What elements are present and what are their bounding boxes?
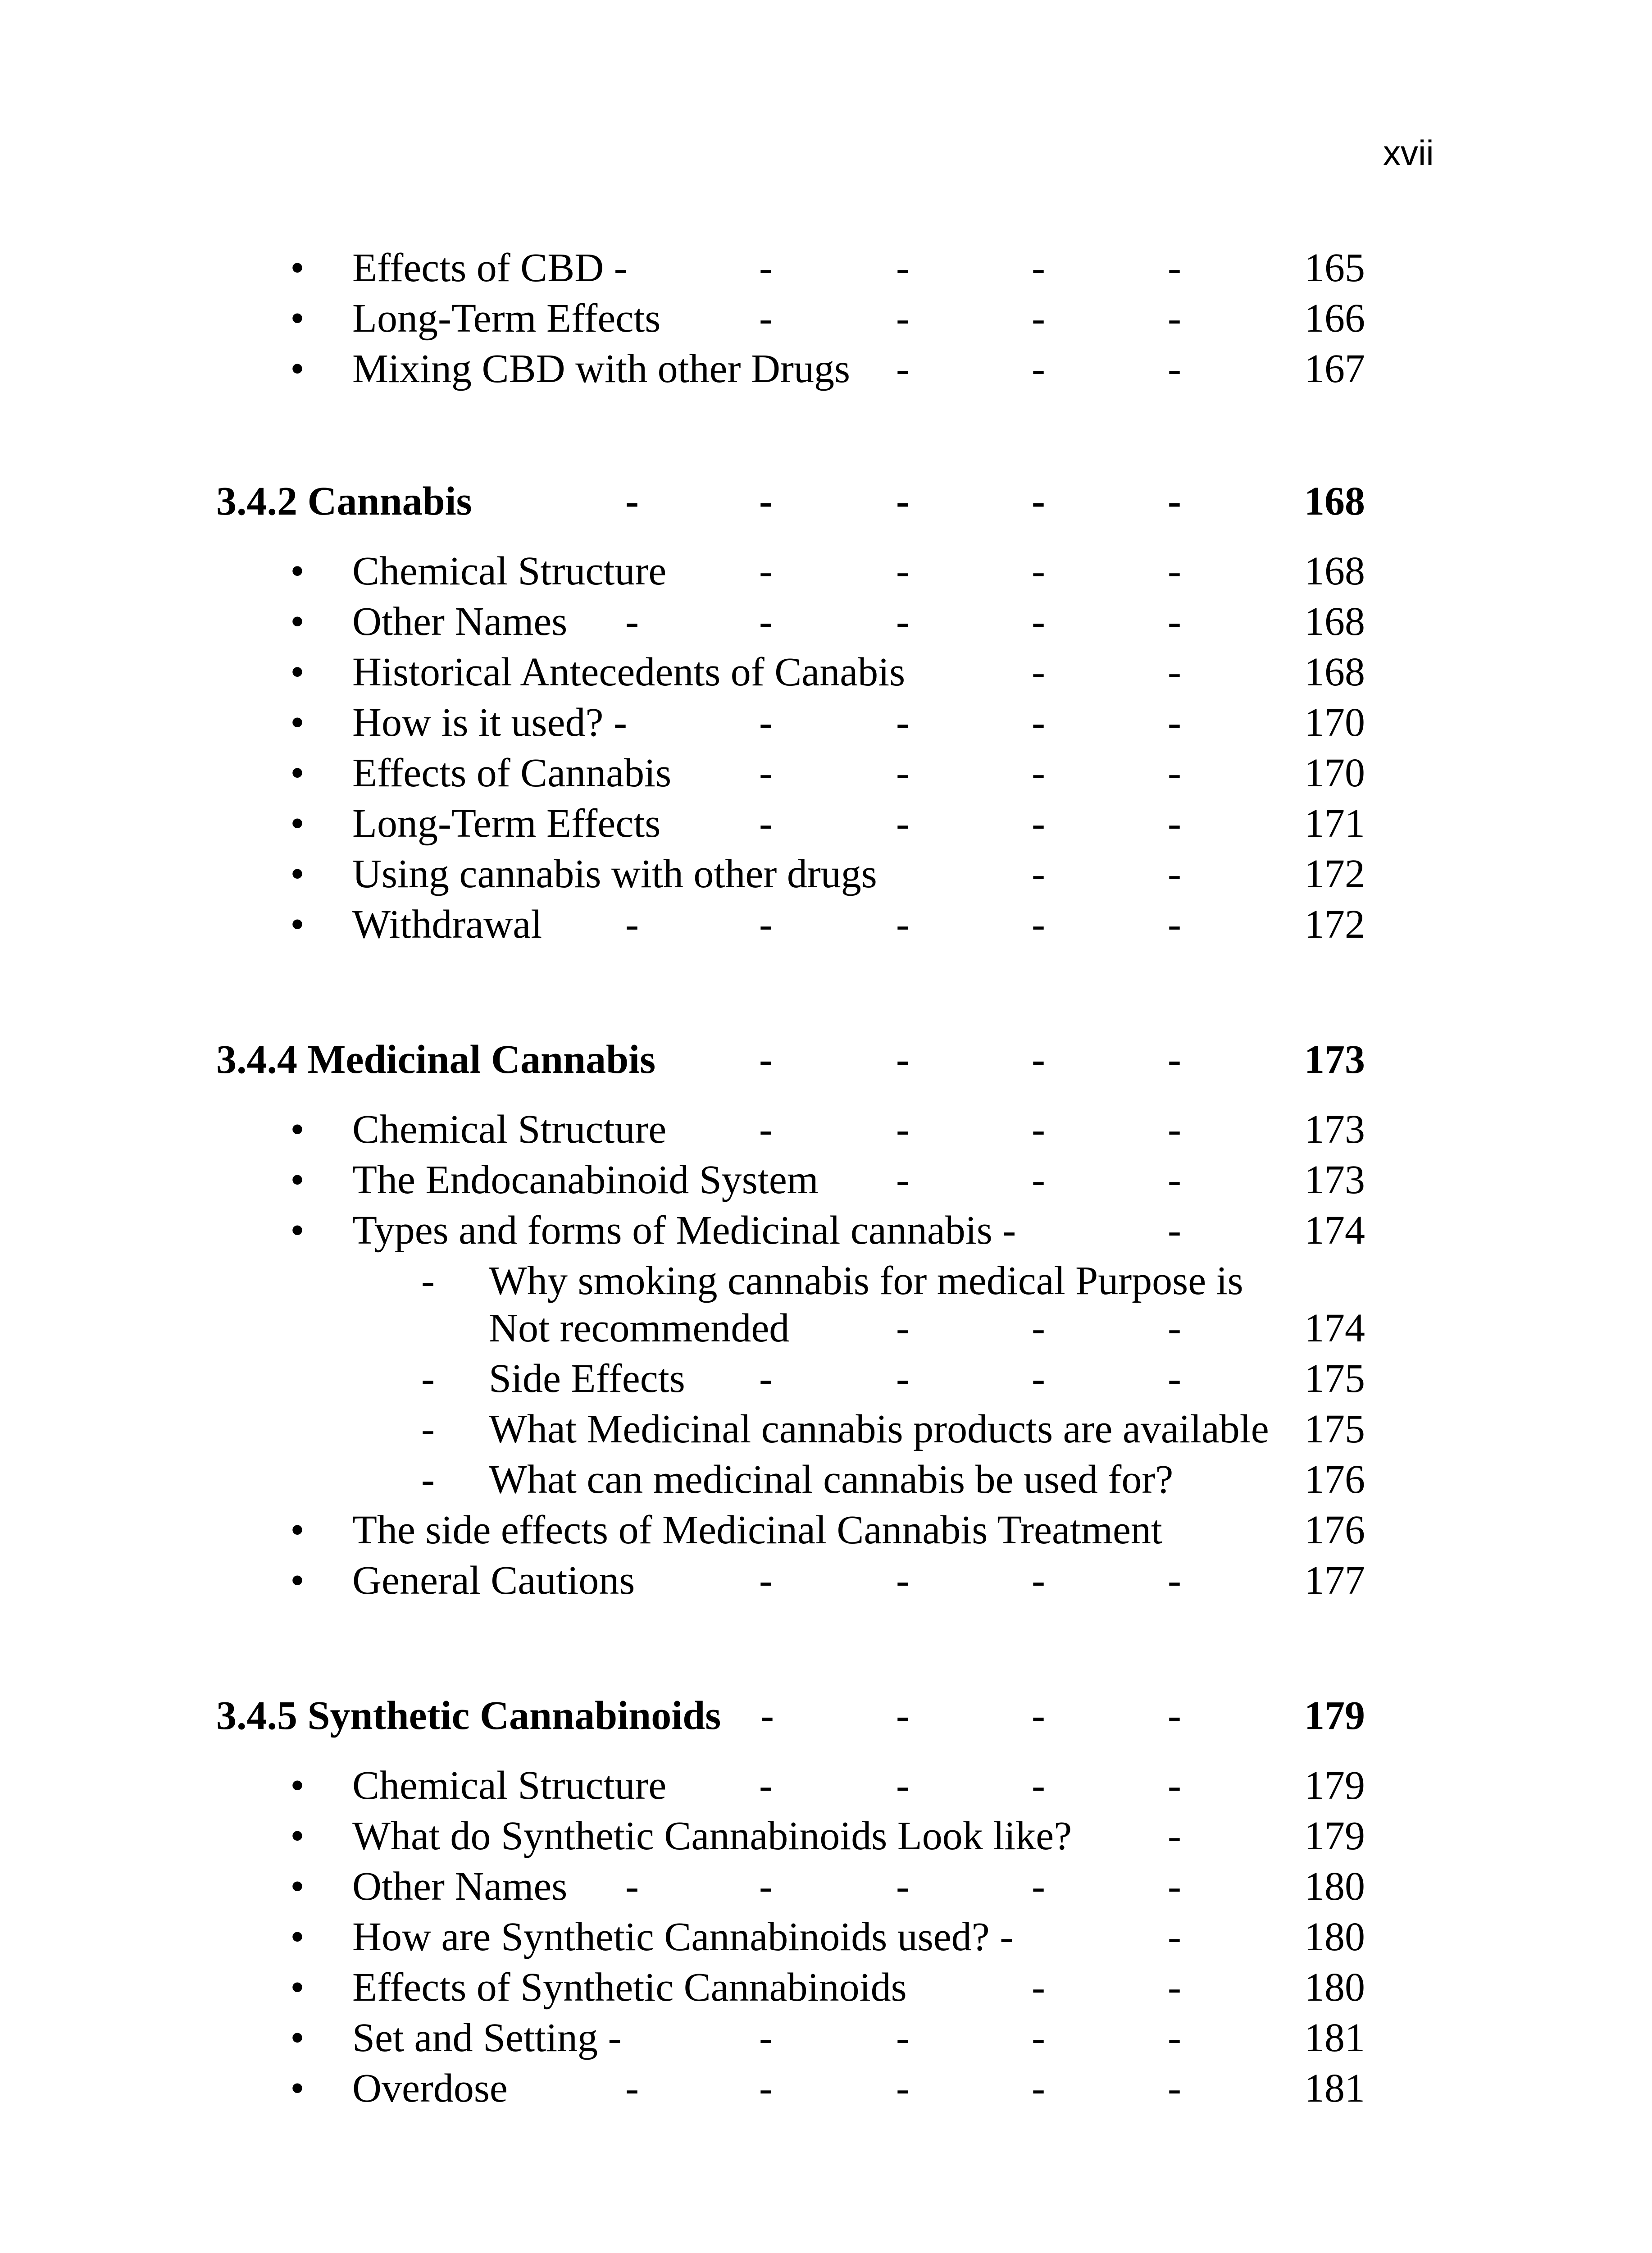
- toc-entry-page: 179: [1304, 1814, 1365, 1858]
- leader-dash: [889, 1155, 916, 1205]
- leader-dash: [1161, 243, 1188, 293]
- toc-entry-page: 166: [1304, 296, 1365, 341]
- leader-dash: [1161, 1304, 1188, 1353]
- leader-dash: [1161, 344, 1188, 394]
- leader-dash: [1161, 1811, 1188, 1861]
- leader-dash: [1025, 849, 1052, 899]
- toc-entry-page: 171: [1304, 801, 1365, 846]
- leader-dash: [1161, 2013, 1188, 2063]
- leader-dash: [1161, 477, 1188, 526]
- leader-dash: [752, 2013, 779, 2063]
- toc-entry-title: Mixing CBD with other Drugs: [352, 347, 851, 391]
- leader-dash: [1161, 698, 1188, 748]
- toc-entry[interactable]: [0, 1105, 1652, 1154]
- toc-entry[interactable]: [0, 597, 1652, 647]
- toc-entry[interactable]: [0, 1761, 1652, 1811]
- leader-dash: [1025, 344, 1052, 394]
- bullet-icon: [279, 900, 315, 949]
- leader-dash: [889, 1691, 916, 1741]
- leader-dash: [889, 1105, 916, 1154]
- toc-entry-title: Withdrawal: [352, 902, 542, 947]
- leader-dash: [1025, 1354, 1052, 1404]
- toc-entry-title: Overdose: [352, 2066, 508, 2111]
- leader-dash: [889, 900, 916, 949]
- leader-dash: [1161, 1556, 1188, 1605]
- leader-dash: [1161, 1912, 1188, 1962]
- bullet-icon: [279, 748, 315, 798]
- leader-dash: [1161, 1155, 1188, 1205]
- section-heading-title: 3.4.2 Cannabis: [216, 479, 472, 524]
- toc-entry[interactable]: [0, 849, 1652, 899]
- leader-dash: [889, 294, 916, 343]
- leader-dash: [752, 243, 779, 293]
- leader-dash: [889, 2013, 916, 2063]
- section-heading-page: 173: [1304, 1037, 1365, 1082]
- toc-section-heading[interactable]: [0, 1691, 1652, 1741]
- leader-dash: [1025, 748, 1052, 798]
- toc-entry-page: 167: [1304, 347, 1365, 391]
- leader-dash: [1161, 799, 1188, 848]
- toc-entry-page: 180: [1304, 1915, 1365, 1959]
- leader-dash: [1161, 1862, 1188, 1911]
- leader-dash: [1025, 547, 1052, 596]
- toc-entry-title: Long-Term Effects: [352, 801, 661, 846]
- leader-dash: [889, 477, 916, 526]
- toc-entry-page: 181: [1304, 2066, 1365, 2111]
- leader-dash: [1025, 799, 1052, 848]
- toc-entry[interactable]: [0, 2013, 1652, 2063]
- toc-entry-page: 177: [1304, 1558, 1365, 1603]
- toc-entry[interactable]: [0, 1811, 1652, 1861]
- page-number: xvii: [1383, 133, 1434, 173]
- leader-dash: [1161, 849, 1188, 899]
- leader-dash: [889, 2064, 916, 2113]
- toc-entry-page: 174: [1304, 1208, 1365, 1253]
- toc-entry-title: General Cautions: [352, 1558, 635, 1603]
- toc-entry-page: 174: [1304, 1306, 1365, 1350]
- leader-dash: [889, 748, 916, 798]
- leader-dash: [1025, 648, 1052, 697]
- toc-entry-title: The Endocanabinoid System: [352, 1158, 819, 1202]
- leader-dash: [752, 547, 779, 596]
- toc-subentry-title: Side Effects: [489, 1356, 685, 1401]
- bullet-icon: [279, 2064, 315, 2113]
- leader-dash: [1025, 1035, 1052, 1085]
- toc-entry[interactable]: [0, 1963, 1652, 2012]
- toc-entry-page: 176: [1304, 1508, 1365, 1552]
- leader-dash: [889, 1761, 916, 1811]
- toc-entry-page: 173: [1304, 1158, 1365, 1202]
- toc-entry-title: How are Synthetic Cannabinoids used? -: [352, 1915, 1014, 1959]
- leader-dash: [1025, 1963, 1052, 2012]
- toc-entry-page: 180: [1304, 1864, 1365, 1909]
- toc-subentry[interactable]: [0, 1455, 1652, 1505]
- leader-dash: [1161, 1963, 1188, 2012]
- bullet-icon: [279, 1556, 315, 1605]
- toc-subentry-title: Why smoking cannabis for medical Purpose is: [489, 1259, 1243, 1303]
- leader-dash: [1161, 648, 1188, 697]
- toc-entry[interactable]: [0, 698, 1652, 748]
- toc-subentry[interactable]: [0, 1354, 1652, 1404]
- toc-entry-title: Types and forms of Medicinal cannabis -: [352, 1208, 1016, 1253]
- leader-dash: [1161, 294, 1188, 343]
- leader-dash: [1161, 1691, 1188, 1741]
- bullet-icon: [279, 243, 315, 293]
- leader-dash: [1161, 900, 1188, 949]
- toc-entry[interactable]: [0, 294, 1652, 343]
- leader-dash: [752, 2064, 779, 2113]
- toc-section-heading[interactable]: [0, 1035, 1652, 1085]
- toc-entry[interactable]: [0, 799, 1652, 848]
- toc-entry[interactable]: [0, 344, 1652, 394]
- leader-dash: [1025, 2013, 1052, 2063]
- toc-entry-title: The side effects of Medicinal Cannabis Treatment: [352, 1508, 1162, 1552]
- leader-dash: [889, 597, 916, 647]
- dash-marker: [410, 1354, 446, 1404]
- toc-subentry-title: What Medicinal cannabis products are available: [489, 1407, 1269, 1451]
- dash-marker: [410, 1256, 446, 1306]
- leader-dash: [1025, 1105, 1052, 1154]
- leader-dash: [1161, 597, 1188, 647]
- toc-entry-title: Chemical Structure: [352, 1763, 667, 1808]
- bullet-icon: [279, 597, 315, 647]
- leader-dash: [1025, 1691, 1052, 1741]
- leader-dash: [1161, 1354, 1188, 1404]
- leader-dash: [1025, 2064, 1052, 2113]
- leader-dash: [1161, 1761, 1188, 1811]
- leader-dash: [752, 698, 779, 748]
- leader-dash: [889, 1035, 916, 1085]
- leader-dash: [1025, 243, 1052, 293]
- leader-dash: [1025, 1862, 1052, 1911]
- leader-dash: [889, 1354, 916, 1404]
- leader-dash: [752, 1105, 779, 1154]
- bullet-icon: [279, 294, 315, 343]
- section-heading-title: 3.4.5 Synthetic Cannabinoids: [216, 1693, 721, 1738]
- toc-subentry-title: Not recommended: [489, 1306, 790, 1350]
- toc-entry[interactable]: [0, 2064, 1652, 2113]
- toc-entry-page: 175: [1304, 1356, 1365, 1401]
- leader-dash: [752, 748, 779, 798]
- leader-dash: [752, 294, 779, 343]
- toc-entry-title: Chemical Structure: [352, 549, 667, 593]
- toc-entry-page: 170: [1304, 751, 1365, 795]
- toc-entry[interactable]: [0, 1155, 1652, 1205]
- dash-marker: [410, 1405, 446, 1454]
- toc-entry[interactable]: [0, 1912, 1652, 1962]
- leader-dash: [889, 243, 916, 293]
- toc-entry[interactable]: [0, 748, 1652, 798]
- bullet-icon: [279, 1811, 315, 1861]
- toc-entry-page: 168: [1304, 599, 1365, 644]
- leader-dash: [752, 1556, 779, 1605]
- bullet-icon: [279, 849, 315, 899]
- leader-dash: [1161, 1035, 1188, 1085]
- leader-dash: [1161, 1105, 1188, 1154]
- bullet-icon: [279, 1155, 315, 1205]
- toc-entry[interactable]: [0, 243, 1652, 293]
- toc-entry-page: 179: [1304, 1763, 1365, 1808]
- toc-entry-title: Effects of Cannabis: [352, 751, 672, 795]
- toc-entry-page: 165: [1304, 246, 1365, 290]
- leader-dash: [1161, 1206, 1188, 1255]
- bullet-icon: [279, 1105, 315, 1154]
- bullet-icon: [279, 799, 315, 848]
- toc-entry-title: Effects of CBD -: [352, 246, 628, 290]
- toc-entry-page: 175: [1304, 1407, 1365, 1451]
- toc-entry-title: Effects of Synthetic Cannabinoids: [352, 1965, 907, 2010]
- leader-dash: [889, 1556, 916, 1605]
- leader-dash: [889, 547, 916, 596]
- toc-subentry-continuation[interactable]: [0, 1304, 1652, 1353]
- toc-entry[interactable]: [0, 1505, 1652, 1555]
- leader-dash: [752, 1035, 779, 1085]
- toc-subentry[interactable]: [0, 1405, 1652, 1454]
- leader-dash: [1025, 1304, 1052, 1353]
- toc-entry-page: 181: [1304, 2016, 1365, 2060]
- leader-dash: [889, 344, 916, 394]
- toc-entry-title: What do Synthetic Cannabinoids Look like?: [352, 1814, 1072, 1858]
- toc-entry[interactable]: [0, 547, 1652, 596]
- leader-dash: [619, 597, 646, 647]
- toc-entry-title: Other Names: [352, 599, 568, 644]
- leader-dash: [619, 900, 646, 949]
- toc-entry[interactable]: [0, 1206, 1652, 1255]
- dash-marker: [410, 1455, 446, 1505]
- section-heading-title: 3.4.4 Medicinal Cannabis: [216, 1037, 656, 1082]
- leader-dash: [1025, 900, 1052, 949]
- leader-dash: [889, 698, 916, 748]
- leader-dash: [1025, 698, 1052, 748]
- toc-entry-title: Long-Term Effects: [352, 296, 661, 341]
- leader-dash: [752, 799, 779, 848]
- leader-dash: [752, 477, 779, 526]
- toc-entry-page: 172: [1304, 902, 1365, 947]
- toc-entry-title: How is it used? -: [352, 700, 627, 745]
- bullet-icon: [279, 648, 315, 697]
- toc-subentry[interactable]: [0, 1256, 1652, 1306]
- leader-dash: [1025, 1155, 1052, 1205]
- toc-section-heading[interactable]: [0, 477, 1652, 526]
- leader-dash: [619, 1862, 646, 1911]
- bullet-icon: [279, 547, 315, 596]
- bullet-icon: [279, 344, 315, 394]
- bullet-icon: [279, 2013, 315, 2063]
- leader-dash: [752, 1354, 779, 1404]
- leader-dash: [619, 477, 646, 526]
- toc-entry[interactable]: [0, 648, 1652, 697]
- leader-dash: [889, 799, 916, 848]
- toc-entry-title: Other Names: [352, 1864, 568, 1909]
- toc-entry-page: 172: [1304, 852, 1365, 896]
- leader-dash: [1161, 2064, 1188, 2113]
- leader-dash: [754, 1691, 781, 1741]
- toc-entry-page: 176: [1304, 1457, 1365, 1502]
- toc-entry[interactable]: [0, 1862, 1652, 1911]
- leader-dash: [1025, 294, 1052, 343]
- leader-dash: [752, 900, 779, 949]
- leader-dash: [889, 1304, 916, 1353]
- leader-dash: [752, 1862, 779, 1911]
- bullet-icon: [279, 1761, 315, 1811]
- bullet-icon: [279, 1912, 315, 1962]
- leader-dash: [1025, 1556, 1052, 1605]
- section-heading-page: 168: [1304, 479, 1365, 524]
- toc-entry-title: Historical Antecedents of Canabis: [352, 650, 906, 694]
- bullet-icon: [279, 1862, 315, 1911]
- toc-entry-title: Chemical Structure: [352, 1107, 667, 1152]
- leader-dash: [1025, 597, 1052, 647]
- toc-entry-title: Using cannabis with other drugs: [352, 852, 877, 896]
- toc-entry-title: Set and Setting -: [352, 2016, 622, 2060]
- leader-dash: [1025, 1761, 1052, 1811]
- leader-dash: [752, 1761, 779, 1811]
- toc-entry-page: 170: [1304, 700, 1365, 745]
- toc-entry[interactable]: [0, 1556, 1652, 1605]
- leader-dash: [1161, 547, 1188, 596]
- bullet-icon: [279, 1505, 315, 1555]
- toc-entry-page: 173: [1304, 1107, 1365, 1152]
- toc-entry[interactable]: [0, 900, 1652, 949]
- section-heading-page: 179: [1304, 1693, 1365, 1738]
- leader-dash: [1025, 477, 1052, 526]
- bullet-icon: [279, 1963, 315, 2012]
- toc-subentry-title: What can medicinal cannabis be used for?: [489, 1457, 1174, 1502]
- toc-entry-page: 168: [1304, 549, 1365, 593]
- toc-entry-page: 168: [1304, 650, 1365, 694]
- toc-entry-page: 180: [1304, 1965, 1365, 2010]
- leader-dash: [889, 1862, 916, 1911]
- bullet-icon: [279, 1206, 315, 1255]
- leader-dash: [1161, 748, 1188, 798]
- leader-dash: [752, 597, 779, 647]
- leader-dash: [619, 2064, 646, 2113]
- bullet-icon: [279, 698, 315, 748]
